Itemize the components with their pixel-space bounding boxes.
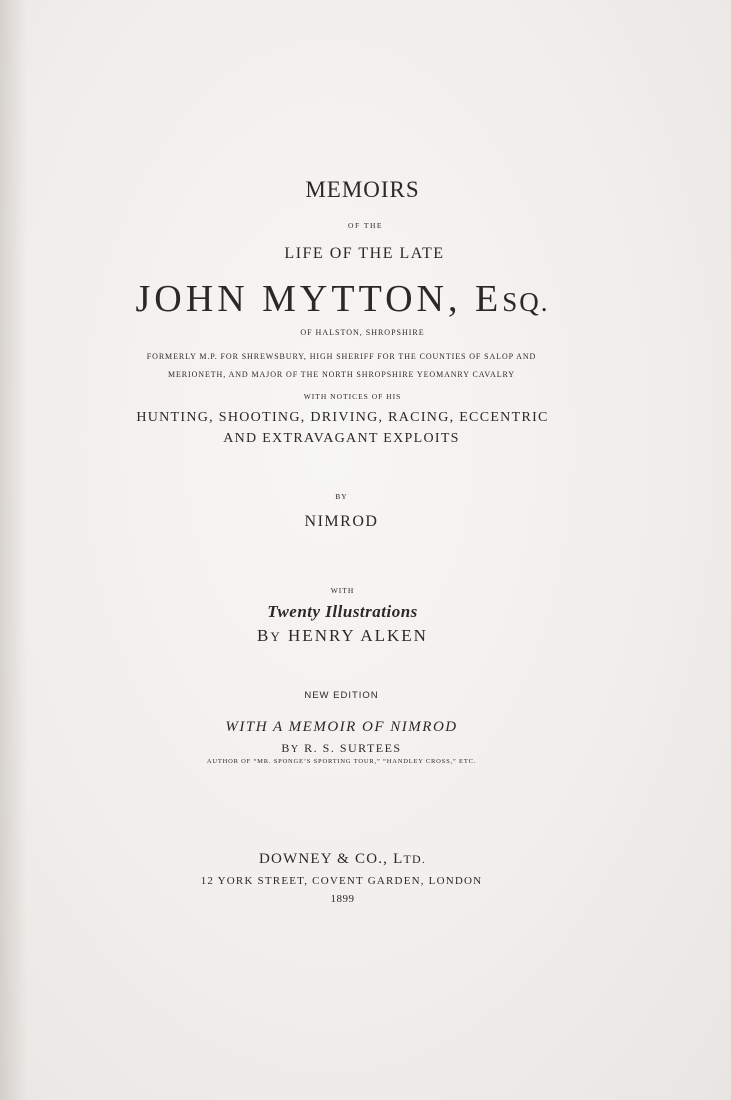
author-name: NIMROD bbox=[304, 513, 379, 530]
illustrations-title: Twenty Illustrations bbox=[267, 602, 418, 621]
illustrator-by-initial: B bbox=[257, 626, 271, 645]
publication-year: 1899 bbox=[330, 893, 355, 905]
of-the-text: OF THE bbox=[348, 221, 383, 230]
subject-name: JOHN MYTTON, E bbox=[135, 278, 503, 320]
memoir-by-rest: Y bbox=[290, 744, 300, 755]
memoir-title: WITH A MEMOIR OF NIMROD bbox=[225, 719, 458, 735]
memoir-author-line bbox=[0, 742, 707, 755]
exploits-line-1: HUNTING, SHOOTING, DRIVING, RACING, ECCENTRIC bbox=[136, 410, 549, 425]
description-line-2: MERIONETH, AND MAJOR OF THE NORTH SHROPSHIRE YEOMANRY CAVALRY bbox=[168, 370, 515, 379]
with-text: WITH bbox=[330, 586, 355, 595]
memoir-by-initial: B bbox=[281, 741, 291, 755]
publisher-name-line bbox=[0, 852, 708, 867]
memoir-author-name: R. S. SURTEES bbox=[304, 741, 402, 755]
edition-label: NEW EDITION bbox=[304, 690, 379, 701]
page-gutter-shadow bbox=[0, 0, 28, 1100]
memoirs-heading: MEMOIRS bbox=[305, 177, 420, 202]
publisher-name-suffix: TD. bbox=[403, 852, 427, 866]
illustrator-name: HENRY ALKEN bbox=[288, 626, 428, 645]
description-line-1: FORMERLY M.P. FOR SHREWSBURY, HIGH SHERIFF FOR THE COUNTIES OF SALOP AND bbox=[146, 352, 537, 361]
with-notices-text: WITH NOTICES OF HIS bbox=[303, 392, 402, 401]
illustrator-by-rest: Y bbox=[270, 629, 282, 644]
exploits-line-2: AND EXTRAVAGANT EXPLOITS bbox=[223, 431, 460, 446]
life-of-the-late-text: LIFE OF THE LATE bbox=[284, 245, 445, 262]
memoir-author-credit: AUTHOR OF “MR. SPONGE’S SPORTING TOUR,” “HANDLEY CROSS,” ETC. bbox=[206, 758, 477, 765]
publisher-name: DOWNEY & CO., L bbox=[258, 851, 404, 867]
publisher-address: 12 YORK STREET, COVENT GARDEN, LONDON bbox=[200, 875, 483, 887]
subject-name-suffix: SQ. bbox=[502, 287, 550, 317]
by-text: BY bbox=[335, 492, 348, 501]
illustrator-line bbox=[0, 627, 708, 644]
subject-name-heading bbox=[0, 280, 708, 318]
residence-text: OF HALSTON, SHROPSHIRE bbox=[300, 328, 425, 337]
